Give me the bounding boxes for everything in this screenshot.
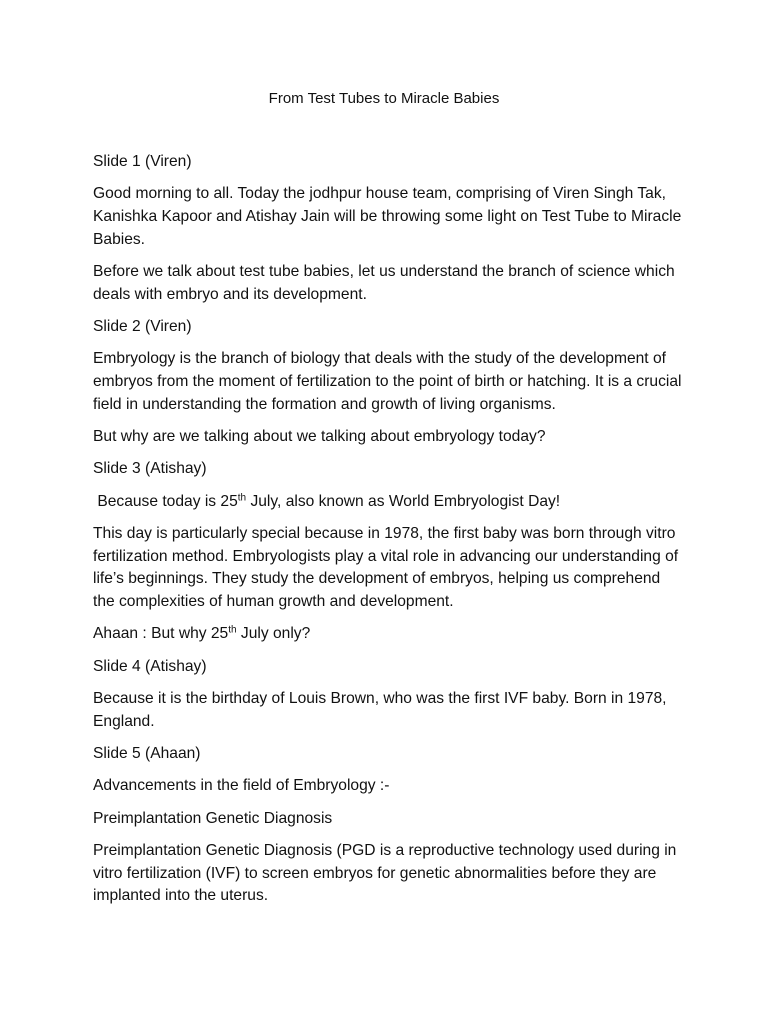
body-paragraph: Before we talk about test tube babies, let us understand the branch of science which deals with embryo and its development.: [93, 262, 675, 303]
body-paragraph: Preimplantation Genetic Diagnosis: [93, 809, 333, 827]
body-paragraph: [93, 491, 683, 514]
ordinal-suffix: th: [237, 492, 247, 504]
slide-heading: Slide 4 (Atishay): [93, 657, 207, 675]
slide-heading: Slide 3 (Atishay): [93, 460, 207, 478]
slide-heading: Slide 2 (Viren): [93, 317, 192, 335]
body-paragraph: This day is particularly special because in 1978, the first baby was born through vitro fertilization method. Embryologists play a vital role in advancing our understanding of life’s beginnings. They study the development of embryos, helping us comprehend the complexities of human growth and development.: [93, 525, 679, 610]
text-run: July, also known as World Embryologist Day!: [246, 492, 561, 510]
body-paragraph: Preimplantation Genetic Diagnosis (PGD is a reproductive technology used during in vitro fertilization (IVF) to screen embryos for genetic abnormalities before they are implanted into the uterus.: [93, 842, 677, 905]
text-run: Because today is 25: [93, 492, 238, 510]
text-run: Ahaan : But why 25: [93, 625, 229, 643]
document-title: From Test Tubes to Miracle Babies: [268, 90, 500, 107]
body-paragraph: Good morning to all. Today the jodhpur house team, comprising of Viren Singh Tak, Kanishka Kapoor and Atishay Jain will be throwing some light on Test Tube to Miracle Babies.: [93, 185, 682, 248]
body-paragraph: But why are we talking about we talking about embryology today?: [93, 427, 546, 445]
document-body: [93, 151, 683, 918]
body-paragraph: [93, 623, 683, 646]
body-paragraph: Embryology is the branch of biology that deals with the study of the development of embryos from the moment of fertilization to the point of birth or hatching. It is a crucial field in understanding the formation and growth of living organisms.: [93, 350, 682, 413]
slide-heading: Slide 1 (Viren): [93, 153, 192, 170]
ordinal-suffix: th: [228, 624, 237, 636]
body-paragraph: Advancements in the field of Embryology :-: [93, 777, 390, 795]
text-run: July only?: [236, 625, 311, 643]
body-paragraph: Because it is the birthday of Louis Brown, who was the first IVF baby. Born in 1978, England.: [93, 690, 667, 730]
slide-heading: Slide 5 (Ahaan): [93, 745, 201, 763]
